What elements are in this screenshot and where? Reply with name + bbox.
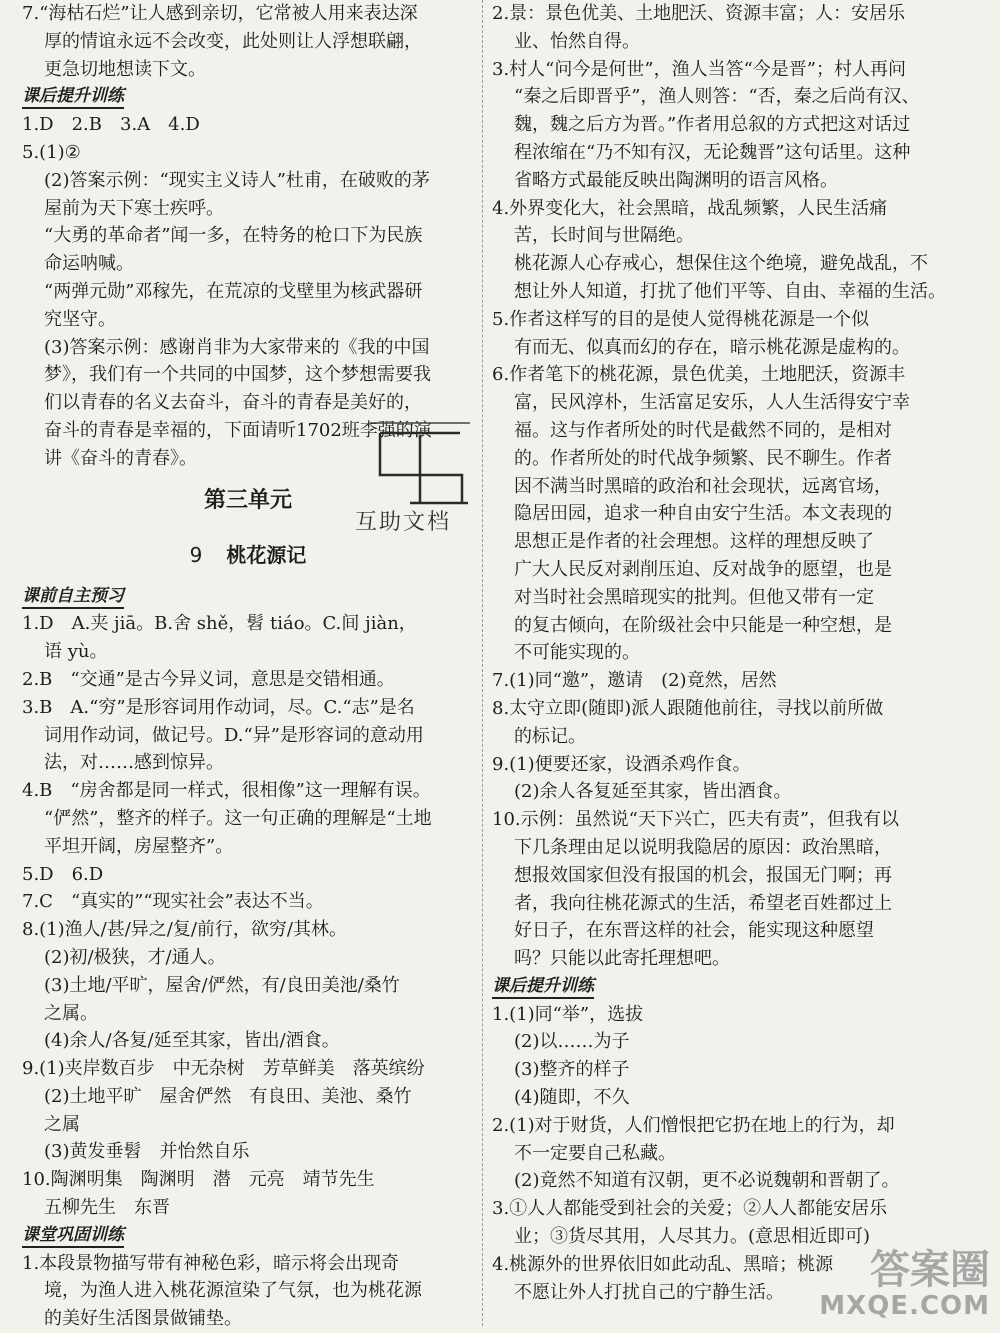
text-line: 思想正是作者的社会理想。这样的理想反映了 (514, 531, 874, 553)
text-line: 之属 (44, 1113, 80, 1135)
text-line: 对当时社会黑暗现实的批判。但他又带有一定 (514, 586, 874, 608)
text-line: 6.作者笔下的桃花源，景色优美，土地肥沃，资源丰 (492, 364, 906, 386)
left-column (22, 0, 474, 1333)
lesson-name: 桃花源记 (226, 542, 307, 567)
column-divider (482, 0, 483, 1326)
text-line: (3)土地/平旷，屋舍/俨然，有/良田美池/桑竹 (44, 974, 400, 996)
text-line: 4.桃源外的世界依旧如此动乱、黑暗；桃源 (492, 1253, 834, 1275)
text-line: 讲《奋斗的青春》。 (44, 447, 197, 469)
text-line: 10.示例：虽然说“天下兴亡，匹夫有责”，但我有以 (492, 809, 900, 831)
text-line: 有而无、似真而幻的存在，暗示桃花源是虚构的。 (514, 336, 910, 358)
text-line: 不一定要自己私藏。 (514, 1142, 676, 1164)
stamp-text: 互助文档 (355, 510, 452, 535)
text-line: 隐居田园，追求一种自由安宁生活。本文表现的 (514, 503, 892, 525)
text-line: 5.D 6.D (22, 863, 104, 885)
text-line: (3)整齐的样子 (514, 1059, 630, 1081)
text-line: 语 yù。 (44, 641, 108, 663)
section-heading: 课后提升训练 (492, 973, 972, 1001)
text-line: 法，对……感到惊异。 (44, 752, 224, 774)
text-line: 2.景：景色优美、土地肥沃、资源丰富；人：安居乐 (492, 3, 906, 24)
text-line: 不愿让外人打扰自己的宁静生活。 (514, 1281, 784, 1303)
text-line: 厚的情谊永远不会改变，此处则让人浮想联翩， (44, 30, 422, 52)
text-line: 的美好生活图景做铺垫。 (44, 1308, 242, 1330)
text-line: (4)随即，不久 (514, 1087, 630, 1109)
text-line: 之属。 (44, 1002, 98, 1024)
text-line: 下几条理由足以说明我隐居的原因：政治黑暗， (514, 836, 892, 858)
text-line: 1.D 2.B 3.A 4.D (22, 114, 200, 136)
text-line: (2)土地平旷 屋舍俨然 有良田、美池、桑竹 (44, 1085, 412, 1107)
text-line: 省略方式最能反映出陶渊明的语言风格。 (514, 169, 838, 191)
text-line: 富，民风淳朴，生活富足安乐，人人生活得安宁幸 (514, 392, 910, 414)
text-line: (2)以……为子 (514, 1031, 630, 1053)
right-column (492, 0, 972, 1306)
text-line: 的标记。 (514, 725, 586, 747)
text-line: “大勇的革命者”闻一多，在特务的枪口下为民族 (44, 225, 423, 247)
text-line: 不可能实现的。 (514, 642, 640, 664)
lesson-number: 9 (189, 542, 203, 567)
watermark-logo: 答案圈 MXQE.COM (819, 1247, 990, 1321)
text-line: 4.B “房舍都是同一样式，很相像”这一理解有误。 (22, 780, 431, 802)
text-line: 程浓缩在“乃不知有汉，无论魏晋”这句话里。这种 (514, 141, 911, 163)
text-line: 想让外人知道，打扰了他们平等、自由、幸福的生活。 (514, 280, 946, 302)
text-line: 8.太守立即(随即)派人跟随他前往，寻找以前所做 (492, 697, 884, 719)
text-line: 10.陶渊明集 陶渊明 潜 元亮 靖节先生 (22, 1169, 375, 1191)
text-line: 平坦开阔，房屋整齐”。 (44, 835, 234, 857)
text-line: 3.①人人都能受到社会的关爱；②人人都能安居乐 (492, 1198, 888, 1220)
text-line: 奋斗的青春是幸福的，下面请听1702班李强的演 (44, 419, 432, 441)
text-line: 9.(1)便要还家，设酒杀鸡作食。 (492, 753, 751, 775)
text-line: 8.(1)渔人/甚/异之/复/前行，欲穷/其林。 (22, 919, 347, 941)
text-line: 的。作者所处的时代战争频繁、民不聊生。作者 (514, 447, 892, 469)
text-line: (2)答案示例：“现实主义诗人”杜甫，在破败的茅 (44, 169, 430, 191)
text-line: 1.(1)同“举”，选拔 (492, 1003, 644, 1025)
text-line: “秦之后即晋乎”，渔人则答：“否，秦之后尚有汉、 (514, 86, 920, 108)
text-line: 梦》，我们有一个共同的中国梦，这个梦想需要我 (44, 364, 431, 386)
text-line: 魏，魏之后方为晋。”作者用总叙的方式把这对话过 (514, 114, 911, 136)
text-line: 福。这与作者所处的时代是截然不同的，是相对 (514, 419, 892, 441)
text-line: 吗？只能以此寄托理想吧。 (514, 948, 730, 970)
text-line: 5.(1)② (22, 141, 81, 163)
text-line: 1.本段景物描写带有神秘色彩，暗示将会出现奇 (22, 1252, 400, 1274)
text-line: 境，为渔人进入桃花源渲染了气氛，也为桃花源 (44, 1280, 422, 1302)
text-line: 2.B “交通”是古今异义词，意思是交错相通。 (22, 668, 395, 690)
text-line: 5.作者这样写的目的是使人觉得桃花源是一个似 (492, 308, 870, 330)
unit-title: 第三单元 (203, 487, 292, 513)
text-line: “俨然”，整齐的样子。这一句正确的理解是“土地 (44, 807, 432, 829)
text-line: 五柳先生 东晋 (44, 1197, 170, 1219)
text-line: 业、怡然自得。 (514, 30, 640, 52)
text-line: 7.“海枯石烂”让人感到亲切，它常被人用来表达深 (22, 3, 418, 24)
text-line: 苦，长时间与世隔绝。 (514, 225, 694, 247)
section-heading: 课堂巩固训练 (22, 1222, 474, 1250)
text-line: 好日子，在东晋这样的社会，能实现这种愿望 (514, 920, 874, 942)
text-line: (2)初/极狭，才/通人。 (44, 946, 226, 968)
text-line: 者，我向往桃花源式的生活，希望老百姓都过上 (514, 892, 892, 914)
text-line: “两弹元勋”邓稼先，在荒凉的戈壁里为核武器研 (44, 280, 423, 302)
text-line: 桃花源人心存戒心，想保住这个绝境，避免战乱，不 (514, 253, 928, 275)
text-line: 想报效国家但没有报国的机会，报国无门啊；再 (514, 864, 892, 886)
text-line: 广大人民反对剥削压迫、反对战争的愿望，也是 (514, 558, 892, 580)
text-line: 7.(1)同“邀”，邀请 (2)竟然，居然 (492, 670, 777, 692)
text-line: 词用作动词，做记号。D.“异”是形容词的意动用 (44, 724, 424, 746)
text-line: (3)黄发垂髫 并怡然自乐 (44, 1141, 250, 1163)
text-line: 7.C “真实的”“现实社会”表达不当。 (22, 891, 324, 913)
text-line: (4)余人/各复/延至其家，皆出/酒食。 (44, 1030, 340, 1052)
text-line: 4.外界变化大，社会黑暗，战乱频繁，人民生活痛 (492, 197, 888, 219)
section-heading: 课前自主预习 (22, 583, 474, 611)
text-line: 3.村人“问今是何世”，渔人当答“今是晋”；村人再问 (492, 58, 906, 80)
text-line: (2)余人各复延至其家，皆出酒食。 (514, 781, 792, 803)
text-line: 更急切地想读下文。 (44, 58, 206, 80)
text-line: 因不满当时黑暗的政治和社会现状，远离官场， (514, 475, 892, 497)
section-heading: 课后提升训练 (22, 83, 474, 111)
text-line: 业；③货尽其用，人尽其力。(意思相近即可) (514, 1226, 871, 1248)
text-line: 的复古倾向，在阶级社会中只能是一种空想，是 (514, 614, 892, 636)
text-line: 3.B A.“穷”是形容词用作动词，尽。C.“志”是名 (22, 696, 415, 718)
text-line: (2)竟然不知道有汉朝，更不必说魏朝和晋朝了。 (514, 1170, 900, 1192)
text-line: 究坚守。 (44, 308, 116, 330)
text-line: 命运呐喊。 (44, 253, 134, 275)
text-line: 们以青春的名义去奋斗，奋斗的青春是美好的， (44, 392, 422, 414)
text-line: 9.(1)夹岸数百步 中无杂树 芳草鲜美 落英缤纷 (22, 1058, 425, 1080)
text-line: (3)答案示例：感谢肖非为大家带来的《我的中国 (44, 336, 430, 358)
text-line: 2.(1)对于财货，人们憎恨把它扔在地上的行为，却 (492, 1114, 895, 1136)
text-line: 屋前为天下寒士疾呼。 (44, 197, 224, 219)
text-line: 1.D A.夹 jiā。B.舍 shě，髫 tiáo。C.间 jiàn， (22, 613, 417, 635)
